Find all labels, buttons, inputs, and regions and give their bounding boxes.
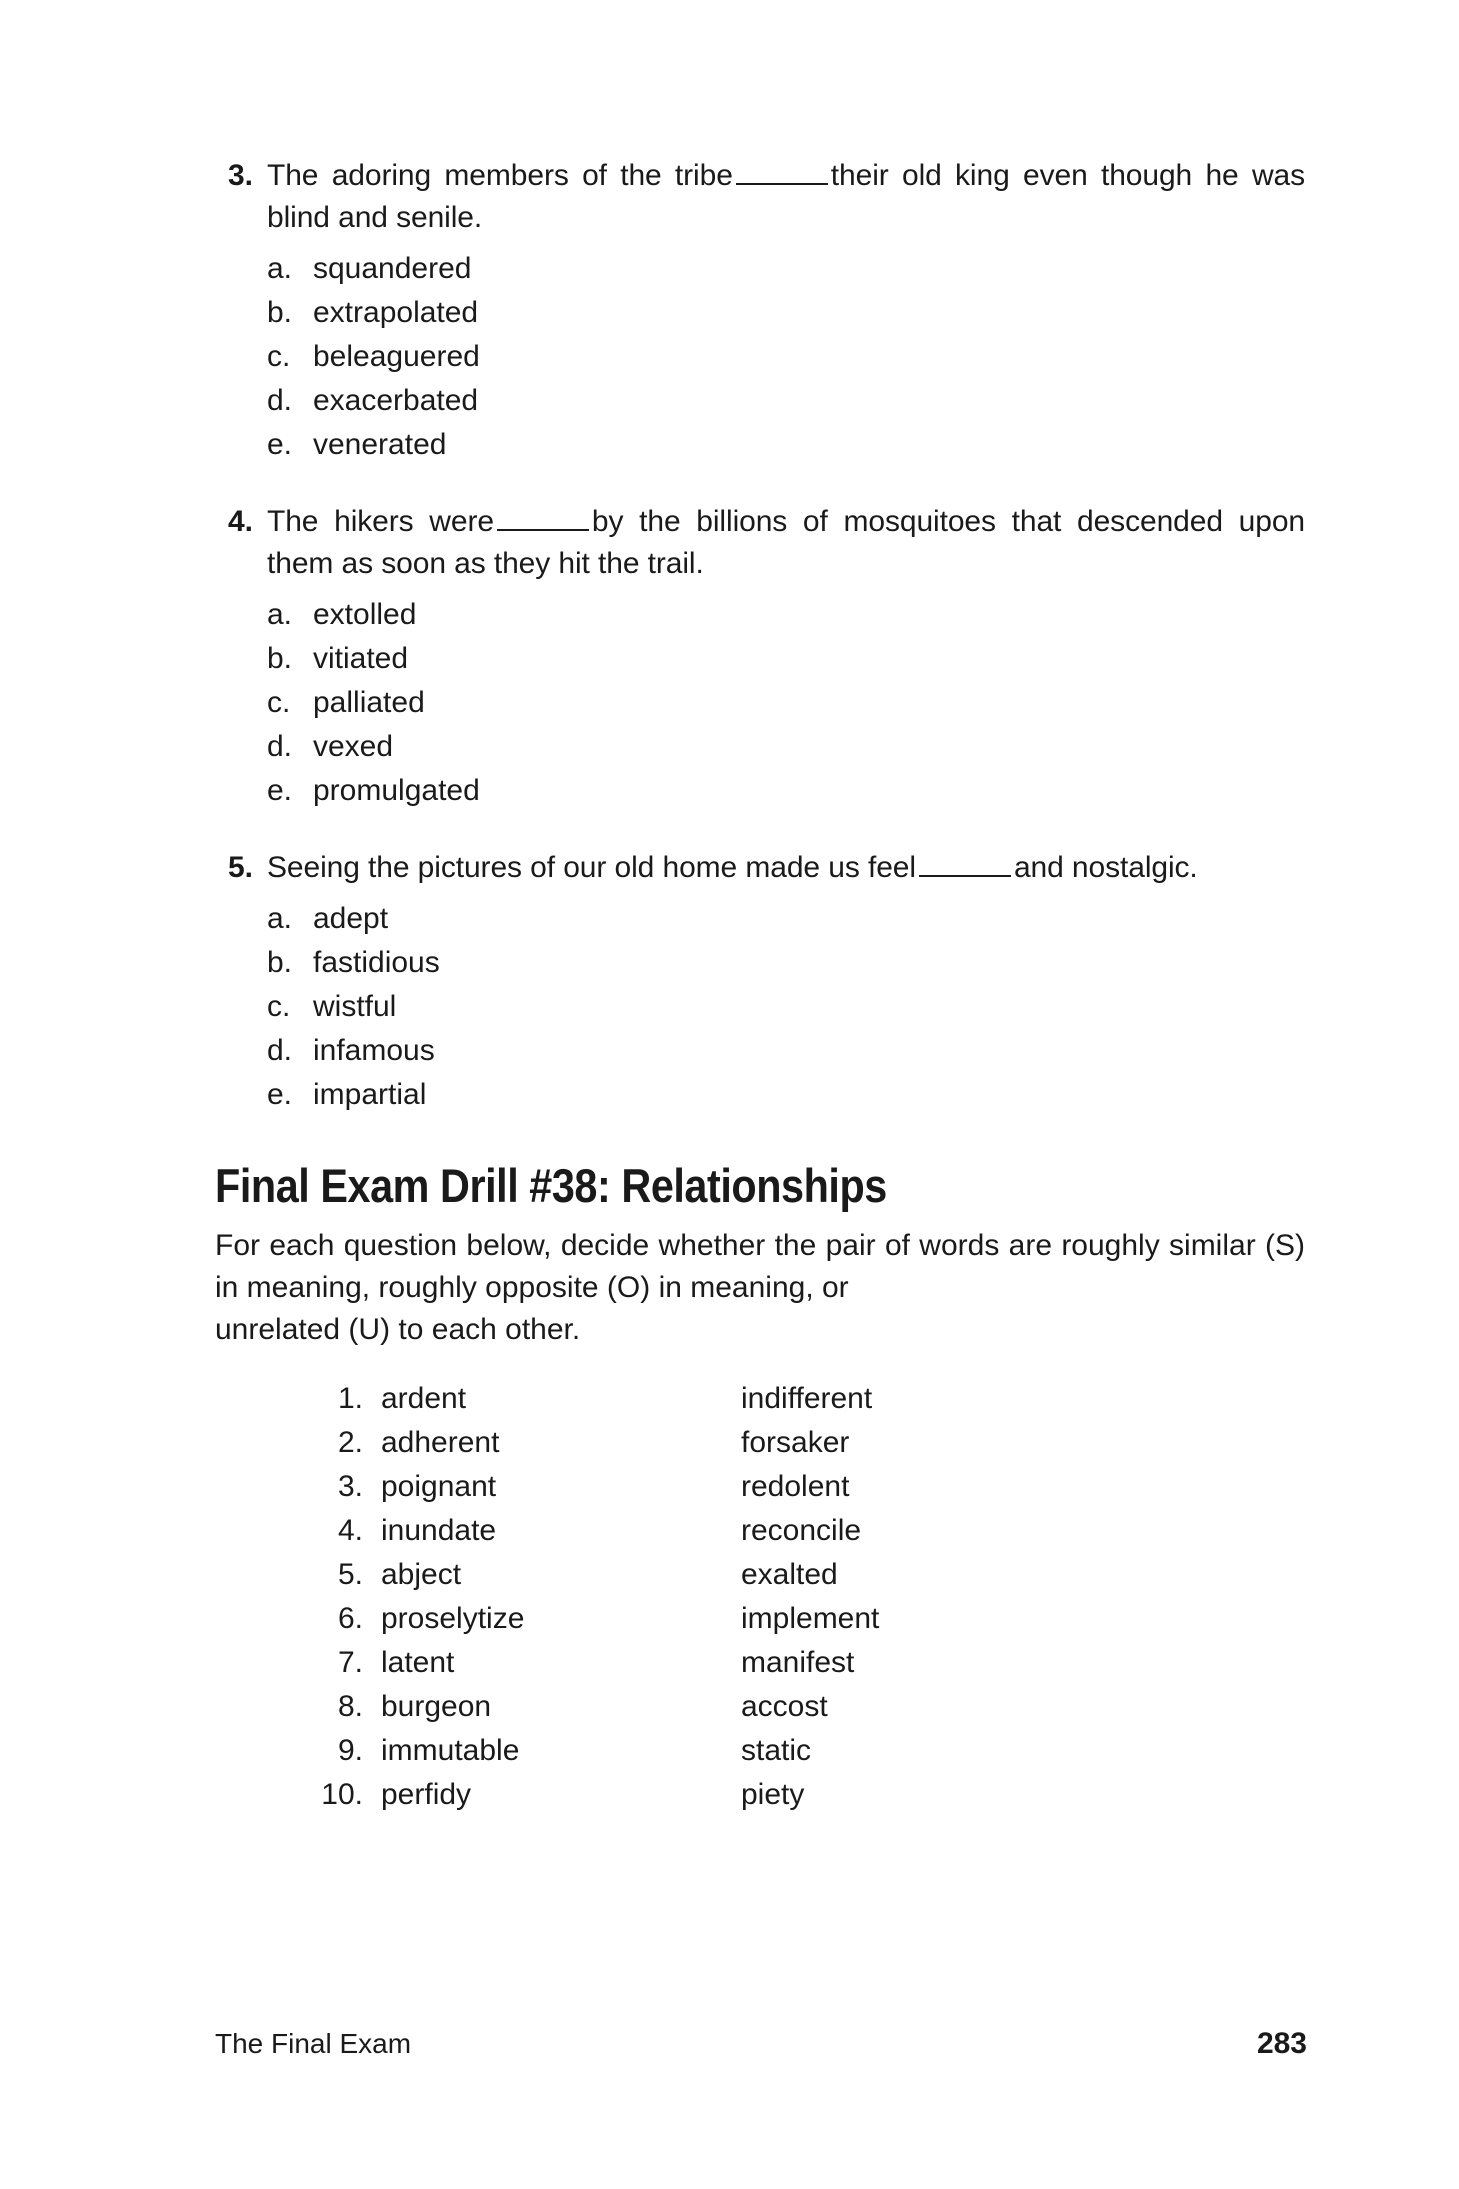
choice-text: promulgated — [313, 774, 480, 807]
question-line — [215, 847, 1305, 889]
choice-item[interactable] — [267, 725, 1305, 769]
pair-number: 7. — [337, 1646, 363, 1679]
question-stem — [267, 155, 1305, 239]
pair-word-left: abject — [381, 1558, 462, 1591]
choice-letter: e. — [267, 774, 293, 807]
question-stem-after: their old king even though he was blind and senile. — [267, 159, 1305, 234]
choice-item[interactable] — [267, 985, 1305, 1029]
choice-text: fastidious — [313, 946, 440, 979]
question-line — [215, 501, 1305, 585]
question-block — [215, 501, 1305, 813]
choice-text: extrapolated — [313, 296, 479, 329]
choice-item[interactable] — [267, 1073, 1305, 1117]
pair-number: 4. — [337, 1514, 363, 1547]
pair-word-right: forsaker — [741, 1426, 850, 1459]
choice-text: palliated — [313, 686, 425, 719]
list-item[interactable] — [315, 1509, 1305, 1553]
drill-instructions — [215, 1225, 1305, 1351]
choice-text: squandered — [313, 252, 472, 285]
list-item[interactable] — [315, 1773, 1305, 1817]
choice-text: vexed — [313, 730, 394, 763]
word-pair-list — [215, 1377, 1305, 1817]
question-number: 3. — [227, 159, 253, 192]
pair-word-right: static — [741, 1734, 812, 1767]
list-item[interactable] — [315, 1641, 1305, 1685]
choice-text: exacerbated — [313, 384, 479, 417]
choice-letter: b. — [267, 946, 293, 979]
pair-number: 3. — [337, 1470, 363, 1503]
choice-letter: a. — [267, 252, 293, 285]
pair-word-left: inundate — [381, 1514, 497, 1547]
choice-item[interactable] — [267, 1029, 1305, 1073]
choice-item[interactable] — [267, 681, 1305, 725]
list-item[interactable] — [315, 1685, 1305, 1729]
choice-item[interactable] — [267, 335, 1305, 379]
pair-word-right: reconcile — [741, 1514, 862, 1547]
list-item[interactable] — [315, 1465, 1305, 1509]
page-content — [215, 155, 1305, 1817]
pair-word-left: burgeon — [381, 1690, 492, 1723]
question-stem — [267, 847, 1305, 889]
question-stem-after: and nostalgic. — [1013, 851, 1198, 884]
choice-letter: a. — [267, 598, 293, 631]
pair-word-left: ardent — [381, 1382, 467, 1415]
choice-list — [215, 897, 1305, 1117]
pair-number: 5. — [337, 1558, 363, 1591]
pair-number: 2. — [337, 1426, 363, 1459]
choice-text: beleaguered — [313, 340, 480, 373]
choice-text: vitiated — [313, 642, 409, 675]
pair-word-right: piety — [741, 1778, 805, 1811]
question-block — [215, 155, 1305, 467]
choice-item[interactable] — [267, 379, 1305, 423]
question-stem — [267, 501, 1305, 585]
pair-word-left: proselytize — [381, 1602, 525, 1635]
question-line — [215, 155, 1305, 239]
choice-item[interactable] — [267, 247, 1305, 291]
question-stem-before: The hikers were — [267, 505, 494, 538]
pair-number: 1. — [337, 1382, 363, 1415]
question-number: 4. — [227, 505, 253, 538]
pair-number: 8. — [337, 1690, 363, 1723]
list-item[interactable] — [315, 1729, 1305, 1773]
page-footer — [215, 2027, 1307, 2061]
pair-word-right: manifest — [741, 1646, 855, 1679]
list-item[interactable] — [315, 1377, 1305, 1421]
question-stem-after: by the billions of mosquitoes that descended upon them as soon as they hit the trail. — [267, 505, 1305, 580]
list-item[interactable] — [315, 1553, 1305, 1597]
choice-item[interactable] — [267, 637, 1305, 681]
choice-list — [215, 247, 1305, 467]
pair-number: 6. — [337, 1602, 363, 1635]
answer-blank — [736, 164, 828, 185]
pair-word-left: latent — [381, 1646, 455, 1679]
pair-word-left: adherent — [381, 1426, 500, 1459]
choice-text: extolled — [313, 598, 417, 631]
footer-page-number: 283 — [1256, 2027, 1307, 2060]
choice-letter: b. — [267, 642, 293, 675]
pair-word-right: implement — [741, 1602, 880, 1635]
choice-letter: d. — [267, 730, 293, 763]
footer-section-label: The Final Exam — [215, 2028, 412, 2059]
pair-word-right: redolent — [741, 1470, 850, 1503]
choice-letter: c. — [267, 990, 291, 1023]
choice-item[interactable] — [267, 897, 1305, 941]
choice-text: impartial — [313, 1078, 427, 1111]
choice-text: adept — [313, 902, 389, 935]
answer-blank — [919, 856, 1011, 877]
choice-item[interactable] — [267, 423, 1305, 467]
choice-item[interactable] — [267, 291, 1305, 335]
drill-instructions-last: unrelated (U) to each other. — [215, 1313, 581, 1346]
question-block — [215, 847, 1305, 1117]
choice-letter: d. — [267, 384, 293, 417]
pair-number: 9. — [337, 1734, 363, 1767]
pair-word-left: perfidy — [381, 1778, 472, 1811]
question-stem-before: The adoring members of the tribe — [267, 159, 733, 192]
question-stem-before: Seeing the pictures of our old home made us feel — [267, 851, 916, 884]
pair-word-left: poignant — [381, 1470, 497, 1503]
choice-letter: c. — [267, 686, 291, 719]
choice-text: venerated — [313, 428, 447, 461]
pair-word-right: exalted — [741, 1558, 838, 1591]
answer-blank — [497, 510, 589, 531]
list-item[interactable] — [315, 1421, 1305, 1465]
choice-text: infamous — [313, 1034, 435, 1067]
choice-letter: e. — [267, 428, 293, 461]
choice-letter: a. — [267, 902, 293, 935]
pair-word-left: immutable — [381, 1734, 520, 1767]
drill-heading: Final Exam Drill #38: Relationships — [215, 1159, 887, 1212]
choice-letter: d. — [267, 1034, 293, 1067]
choice-item[interactable] — [267, 769, 1305, 813]
drill-instructions-main: For each question below, decide whether the pair of words are roughly similar (S) in meaning, roughly opposite (O) in meaning, or — [215, 1229, 1305, 1304]
choice-letter: e. — [267, 1078, 293, 1111]
pair-word-right: indifferent — [741, 1382, 873, 1415]
choice-list — [215, 593, 1305, 813]
question-number: 5. — [227, 851, 253, 884]
choice-letter: c. — [267, 340, 291, 373]
choice-letter: b. — [267, 296, 293, 329]
choice-item[interactable] — [267, 941, 1305, 985]
pair-word-right: accost — [741, 1690, 828, 1723]
list-item[interactable] — [315, 1597, 1305, 1641]
pair-number: 10. — [321, 1778, 363, 1811]
choice-item[interactable] — [267, 593, 1305, 637]
choice-text: wistful — [313, 990, 397, 1023]
